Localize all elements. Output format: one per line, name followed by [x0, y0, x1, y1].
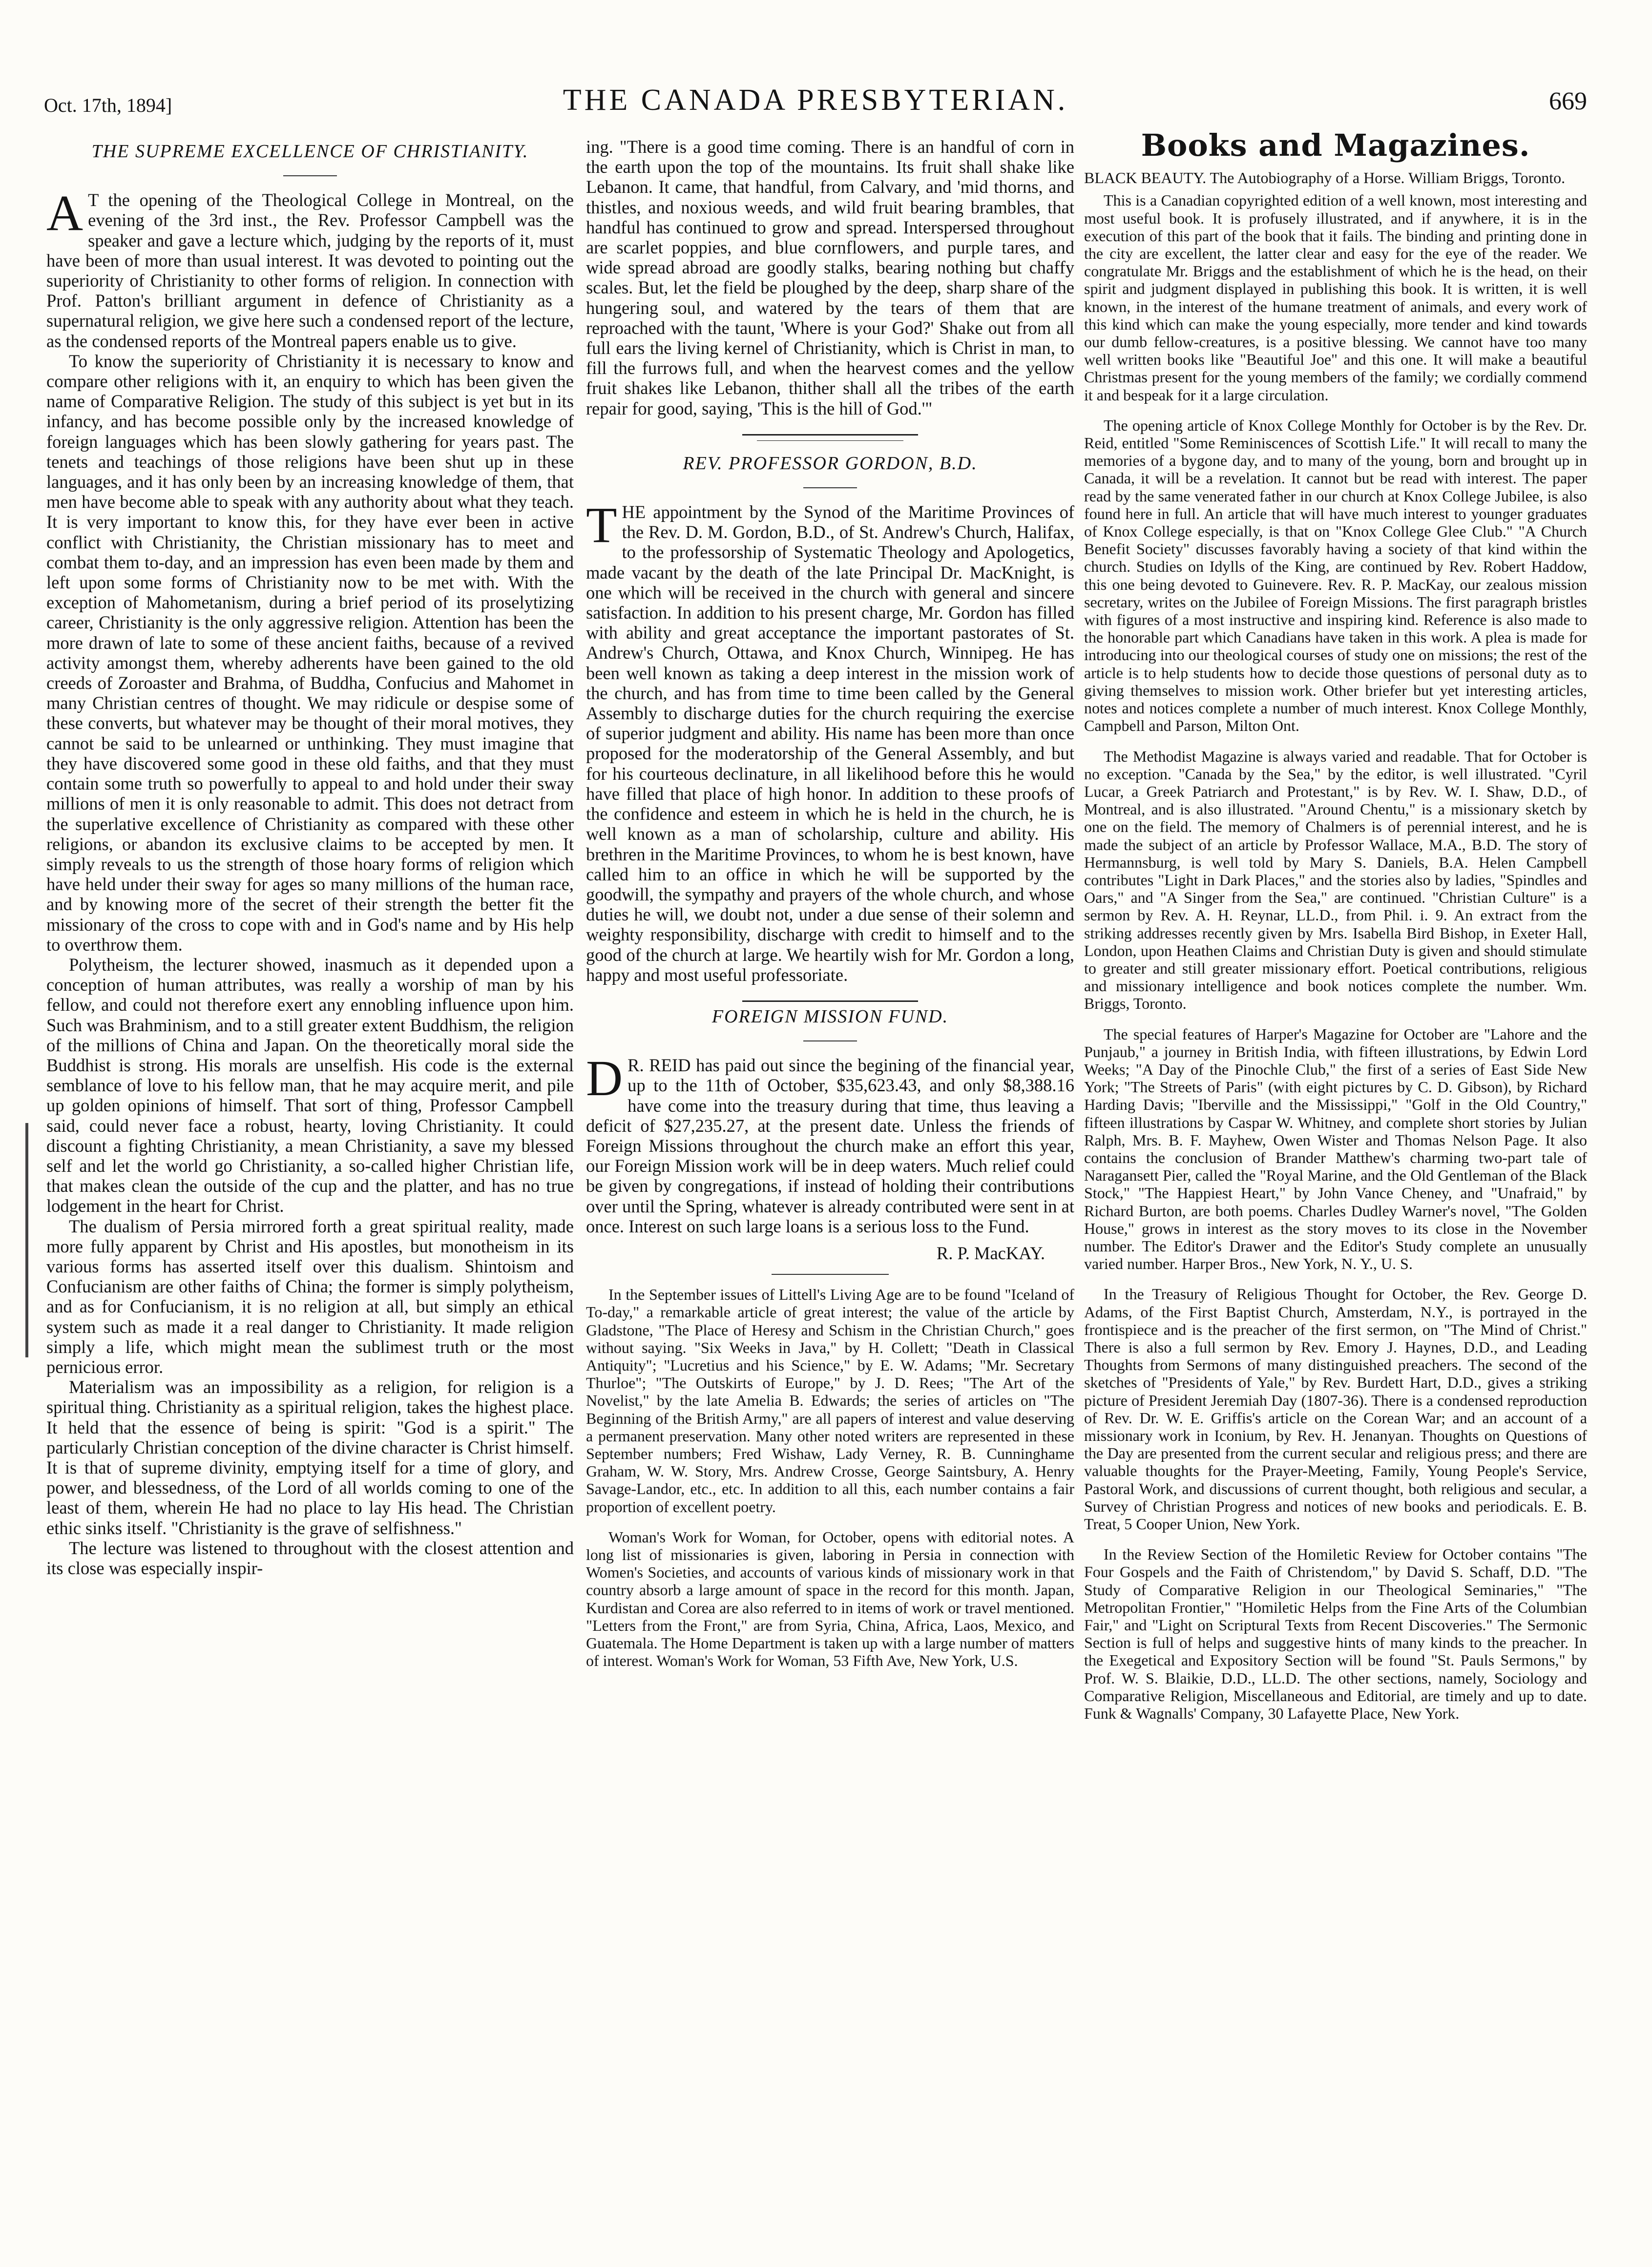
paragraph: To know the superiority of Christianity it is necessary to know and compare other religions with it, an enquiry to which has been given the name of Comparative Religion. The study of this subject is yet but in its infancy, and has become possible only by the increased knowledge of foreign languages which has been slowly gathering for years past. The tenets and teachings of those religions have been shut up in these languages, and it has only been by an increasing knowledge of them, that men have become able to speak with any authority about what they teach. It is very important to know this, for they have ever been in active conflict with Christianity, the Christian missionary has to meet and combat them to-day, and an impression has even been made by them and left upon some forms of Christianity now to be met with. With the exception of Mahometanism, during a brief period of its proselytizing career, Christianity is the only aggressive religion. Attention has been the more drawn of late to some of these ancient faiths, because of a revived activity amongst them, whereby adherents have been gained to the old creeds of Zoroaster and Brahma, of Buddha, Confucius and Mahomet in many Christian centres of thought. We may ridicule or despise some of these converts, but whatever may be thought of their moral motives, they cannot be said to be unlearned or unthinking. They must imagine that they have discovered some good in these old faiths, and that they must contain some truth so powerfully to appeal to and hold under their sway millions of men it is only reasonable to admit. This does not detract from the superlative excellence of Christianity as compared with these other religions, or abandon its exclusive claims to be accepted by men. It simply reveals to us the strength of those hoary forms of religion which have held under their sway for ages so many millions of the human race, and by knowing more of the secret of their strength the better fit the missionary of the cross to cope with and in God's name and by His help to overthrow them. — [46, 351, 574, 955]
article-heading-supreme-excellence: THE SUPREME EXCELLENCE OF CHRISTIANITY. — [91, 141, 529, 162]
issue-date: Oct. 17th, 1894] — [44, 94, 172, 116]
paragraph: The special features of Harper's Magazine for October are "Lahore and the Punjaub," a journey in British India, with fifteen illustrations, by Edwin Lord Weeks; "A Day of the Pinochle Club," the first of a series of East Side New York; "The Streets of Paris" (with eight pictures by C. D. Gibson), by Richard Harding Davis; "Iberville and the Mississippi," "Golf in the Old Country," fifteen illustrations by Caspar W. Whitney, and complete short stories by Julian Ralph, Mrs. B. F. Mayhew, Owen Wister and Thomas Nelson Page. It also contains the conclusion of Brander Matthew's charming two-part tale of Naragansett Pier, called the "Royal Marine, and the Old Gentleman of the Black Stock," "The Happiest Heart," by John Vance Cheney, and "Unafraid," by Richard Burton, are both poems. Charles Dudley Warner's novel, "The Golden House," grows in interest as the story moves to its close in the November number. The Editor's Drawer and the Editor's Study complete an unusually varied number. Harper Bros., New York, N. Y., U. S. — [1084, 1025, 1587, 1273]
heading-rule — [803, 1040, 857, 1041]
article-heading-foreign-mission: FOREIGN MISSION FUND. — [711, 1006, 949, 1027]
section-rule — [742, 1000, 918, 1002]
paragraph: The lecture was listened to throughout with the closest attention and its close was especially inspir- — [46, 1538, 574, 1579]
paragraph: HE appointment by the Synod of the Maritime Provinces of the Rev. D. M. Gordon, B.D., of St. Andrew's Church, Halifax, to the professorship of Systematic Theology and Apologetics, made vacant by the death of the late Principal Dr. MacKnight, is one which will be received in the church with general and sincere satisfaction. In addition to his present charge, Mr. Gordon has filled with ability and great acceptance the important pastorates of St. Andrew's Church, Ottawa, and Knox Church, Winnipeg. He has been well known as taking a deep interest in the mission work of the church, and has from time to time been called by the General Assembly to discharge duties for the church requiring the exercise of superior judgment and ability. His name has been more than once proposed for the moderatorship of the General Assembly, and but for his courteous declinature, in all likelihood before this he would have filled that place of high honor. In addition to these proofs of the confidence and esteem in which he is held in the church, he is well known as a man of scholarship, culture and ability. His brethren in the Maritime Provinces, to whom he is best known, have called him to an office in which he will be supported by the goodwill, the sympathy and prayers of the whole church, and whose duties he will, we doubt not, under a due sense of their solemn and weighty responsibility, discharge with credit to himself and to the good of the church at large. We heartily wish for Mr. Gordon a long, happy and most useful professoriate. — [586, 502, 1074, 985]
heading-rule — [803, 487, 857, 488]
paragraph: This is a Canadian copyrighted edition of a well known, most interesting and most useful book. It is profusely illustrated, and if anywhere, it is in the execution of this part of the book that it fails. The binding and printing done in the city are excellent, the latter clear and easy for the eye of the reader. We congratulate Mr. Briggs and the establishment of which he is the head, on their spirit and judgment displayed in publishing this book. It is written, it is well known, in the interest of the humane treatment of animals, and every work of this kind which can make the young especially, more tender and kind towards our dumb fellow-creatures, is a positive blessing. We cannot have too many well written books like "Beautiful Joe" and this one. It will make a beautiful Christmas present for the young members of the family; we cordially commend it and bespeak for it a large circulation. — [1084, 191, 1587, 404]
section-heading-books: Books and Magazines. — [1141, 127, 1530, 163]
article-heading-gordon: REV. PROFESSOR GORDON, B.D. — [683, 453, 978, 474]
section-rule — [742, 434, 918, 436]
column-2 — [586, 137, 1074, 1669]
drop-cap: A — [46, 185, 84, 242]
paragraph: In the Review Section of the Homiletic Review for October contains "The Four Gospels and the Faith of Christendom," by David S. Schaff, D.D. "The Study of Comparative Religion in our Theological Seminaries," "The Metropolitan Frontier," "Homiletic Helps from the Fine Arts of the Columbian Fair," and "Light on Scriptural Texts from Recent Discoveries." The Sermonic Section is full of helps and suggestive hints of many kinds to the preacher. In the Exegetical and Expository Section will be found "St. Pauls Sermons," by Prof. W. S. Blaikie, D.D., LL.D. The other sections, namely, Sociology and Comparative Religion, Miscellaneous and Editorial, are timely and up to date. Funk & Wagnalls' Company, 30 Lafayette Place, New York. — [1084, 1545, 1587, 1723]
paragraph: In the Treasury of Religious Thought for October, the Rev. George D. Adams, of the First Baptist Church, Amsterdam, N.Y., is portrayed in the frontispiece and is the preacher of the first sermon, on "The Mind of Christ." There is also a full sermon by Rev. Emory J. Haynes, D.D., and Leading Thoughts from Sermons of many distinguished preachers. The second of the sketches of "Presidents of Yale," by Rev. Burdett Hart, D.D., gives a striking picture of President Jeremiah Day (1807-36). There is a condensed reproduction of Rev. Dr. W. E. Griffis's article on the Corean War; and an account of a missionary work in Iconium, by Rev. H. Jenanyan. Thoughts on Questions of the Day are presented from the current secular and religious press; and there are valuable thoughts for the Prayer-Meeting, Family, Young People's Service, Pastoral Work, and discussions of current thought, both religious and secular, a Survey of Christian Progress and notices of new books and periodicals. E. B. Treat, 5 Cooper Union, New York. — [1084, 1285, 1587, 1533]
paragraph: R. REID has paid out since the begining of the financial year, up to the 11th of October, $35,623.43, and only $8,388.16 have come into the treasury during that time, thus leaving a deficit of $27,235.27, at the present date. Unless the friends of Foreign Missions throughout the church make an effort this year, our Foreign Mission work will be in deep waters. Much relief could be given by congregations, if instead of holding their contributions over until the Spring, whatever is already contributed were sent in at once. Interest on such large loans is a serious loss to the Fund. — [586, 1055, 1074, 1236]
paragraph: Materialism was an impossibility as a religion, for religion is a spiritual thing. Christianity as a spiritual religion, takes the highest place. It held that the essence of being is spirit: "God is a spirit." The particularly Christian conception of the divine character is Christ himself. It is that of supreme divinity, emptying itself for a time of glory, and power, and blessedness, of the Lord of all worlds coming to one of the least of them, wherein He had no place to lay His head. The Christian ethic sinks itself. "Christianity is the grave of selfishness." — [46, 1377, 574, 1538]
drop-cap: T — [586, 497, 617, 554]
paragraph: The dualism of Persia mirrored forth a great spiritual reality, made more fully apparent by Christ and His apostles, but monotheism in its various forms has asserted itself over this dualism. Shintoism and Confucianism are other faiths of China; the former is simply polytheism, and as for Confucianism, it is no religion at all, but simply an ethical system such as made it a real danger to Christianity. It made religion simply a life, which might mean the sublimest truth or the most pernicious error. — [46, 1216, 574, 1377]
paragraph: The Methodist Magazine is always varied and readable. That for October is no exception. "Canada by the Sea," by the editor, is well illustrated. "Cyril Lucar, a Greek Patriarch and Protestant," is by Rev. W. I. Shaw, D.D., of Montreal, and is also illustrated. "Around Chentu," is a missionary sketch by one on the field. The memory of Chalmers is of perennial interest, and he is made the subject of an article by Professor Wallace, M.A., B.D. The story of Hermannsburg, is well told by Mary S. Daniels, B.A. Helen Campbell contributes "Light in Dark Places," and the stories also by ladies, "Spindles and Oars," and "A Singer from the Sea," are continued. "Christian Culture" is a sermon by Rev. A. H. Reynar, LL.D., from Phil. i. 9. An extract from the striking addresses recently given by Mrs. Isabella Bird Bishop, in Exeter Hall, London, upon Heathen Claims and Christian Duty is given and should stimulate to greater and still greater missionary effort. Poetical contributions, religious and missionary intelligence and book notices complete the number. Wm. Briggs, Toronto. — [1084, 747, 1587, 1013]
paragraph: Woman's Work for Woman, for October, opens with editorial notes. A long list of missionaries is given, laboring in Persia in connection with Women's Societies, and accounts of various kinds of missionary work in that country absorb a large amount of space in the record for this month. Japan, Kurdistan and Corea are also referred to in items of work or travel mentioned. "Letters from the Front," are from Syria, China, Africa, Laos, Mexico, and Guatemala. The Home Department is taken up with a large number of matters of interest. Woman's Work for Woman, 53 Fifth Ave, New York, U.S. — [586, 1528, 1074, 1670]
paragraph: Polytheism, the lecturer showed, inasmuch as it depended upon a conception of human attributes, was really a worship of man by his fellow, and could not therefore exert any ennobling influence upon him. Such was Brahminism, and to a still greater extent Buddhism, the religion of the millions of China and Japan. On the theoretically moral side the Buddhist is strong. His morals are unselfish. His code is the external semblance of love to his fellow man, that he may acquire merit, and pile up golden opinions of himself. That sort of thing, Professor Campbell said, could never face a robust, hearty, loving Christianity. It could discount a fighting Christianity, a mean Christianity, a save my blessed self and let the world go Christianity, a so-called higher Christian life, that makes clean the outside of the cup and the platter, and has no true lodgement in the heart for Christ. — [46, 954, 574, 1216]
signature: R. P. MacKAY. — [936, 1243, 1045, 1263]
paragraph: T the opening of the Theological College in Montreal, on the evening of the 3rd inst., the Rev. Professor Campbell was the speaker and gave a lecture which, judging by the reports of it, must have been of more than usual interest. It was devoted to pointing out the superiority of Christianity to other forms of religion. In connection with Prof. Patton's brilliant argument in defence of Christianity as a supernatural religion, we give here such a condensed report of the lecture, as the condensed reports of the Montreal papers enable us to give. — [46, 190, 574, 351]
section-rule — [772, 1274, 889, 1275]
section-rule-thin — [757, 440, 903, 441]
paragraph: The opening article of Knox College Monthly for October is by the Rev. Dr. Reid, entitled "Some Reminiscences of Scottish Life." It will recall to many the memories of a bygone day, and to many of the young, born and brought up in Canada, it will be a revelation. It cannot but be read with interest. The paper read by the same venerated father in our church at Knox College Jubilee, is also found here in full. An article that will have much interest to younger graduates of Knox College especially, is that on "Knox College Glee Club." "A Church Benefit Society" discusses favorably having a society of that kind within the church. Studies on Idylls of the King, are continued by Rev. Robert Haddow, this one being devoted to Guinevere. Rev. R. P. MacKay, our zealous mission secretary, writes on the Jubilee of Foreign Missions. The first paragraph bristles with figures of a most instructive and inspiring kind. Reference is also made to the honorable part which Canadians have taken in this work. A plea is made for introducing into our theological courses of study one on missions; the rest of the article is to help students how to decide those questions of personal duty as to giving themselves to mission work. Other briefer but yet interesting articles, notes and notices complete a number of much interest. Knox College Monthly, Campbell and Parson, Milton Ont. — [1084, 416, 1587, 735]
margin-mark — [25, 1123, 28, 1357]
drop-cap: D — [586, 1050, 623, 1107]
heading-rule — [283, 175, 337, 176]
column-3 — [1084, 127, 1587, 1723]
book-title-line: BLACK BEAUTY. The Autobiography of a Horse. William Briggs, Toronto. — [1084, 169, 1566, 187]
paragraph: ing. "There is a good time coming. There is an handful of corn in the earth upon the top of the mountains. Its fruit shall shake like Lebanon. It came, that handful, from Calvary, and 'mid thorns, and thistles, and noxious weeds, and wild fruit bearing brambles, that handful has continued to grow and spread. Interspersed throughout are scarlet poppies, and blue cornflowers, and purple tares, and wide spread abroad are goodly stalks, bearing nothing but chaffy scales. But, let the field be ploughed by the deep, sharp share of the hungering soul, and watered by the tears of them that are reproached with the taunt, 'Where is your God?' Shake out from all full ears the living kernel of Christianity, which is Christ in man, to fill the furrows full, and when the hearvest comes and the yellow fruit shakes like Lebanon, thither shall all the tribes of the earth repair for good, saying, 'This is the hill of God.'" — [586, 137, 1074, 418]
column-1 — [46, 137, 574, 1578]
masthead-title: THE CANADA PRESBYTERIAN. — [563, 83, 1068, 117]
running-header — [44, 83, 1587, 122]
paragraph: In the September issues of Littell's Living Age are to be found "Iceland of To-day," a remarkable article of great interest; the value of the article by Gladstone, "The Place of Heresy and Schism in the Christian Church," goes without saying. "Six Weeks in Java," by H. Collett; "Death in Classical Antiquity"; "Lucretius and his Science," by E. W. Adams; "Mr. Secretary Thurloe"; "The Outskirts of Europe," by J. D. Rees; "The Art of the Novelist," by the late Amelia B. Edwards; the series of articles on "The Beginning of the British Army," are all papers of interest and value deserving a permanent preservation. Many other noted writers are represented in these September numbers; Fred Wishaw, Lady Verney, R. B. Cunninghame Graham, W. W. Story, Mrs. Andrew Crosse, George Saintsbury, A. Henry Savage-Landor, etc., etc. In addition to all this, each number contains a fair proportion of excellent poetry. — [586, 1286, 1074, 1516]
page-number: 669 — [1549, 87, 1587, 115]
